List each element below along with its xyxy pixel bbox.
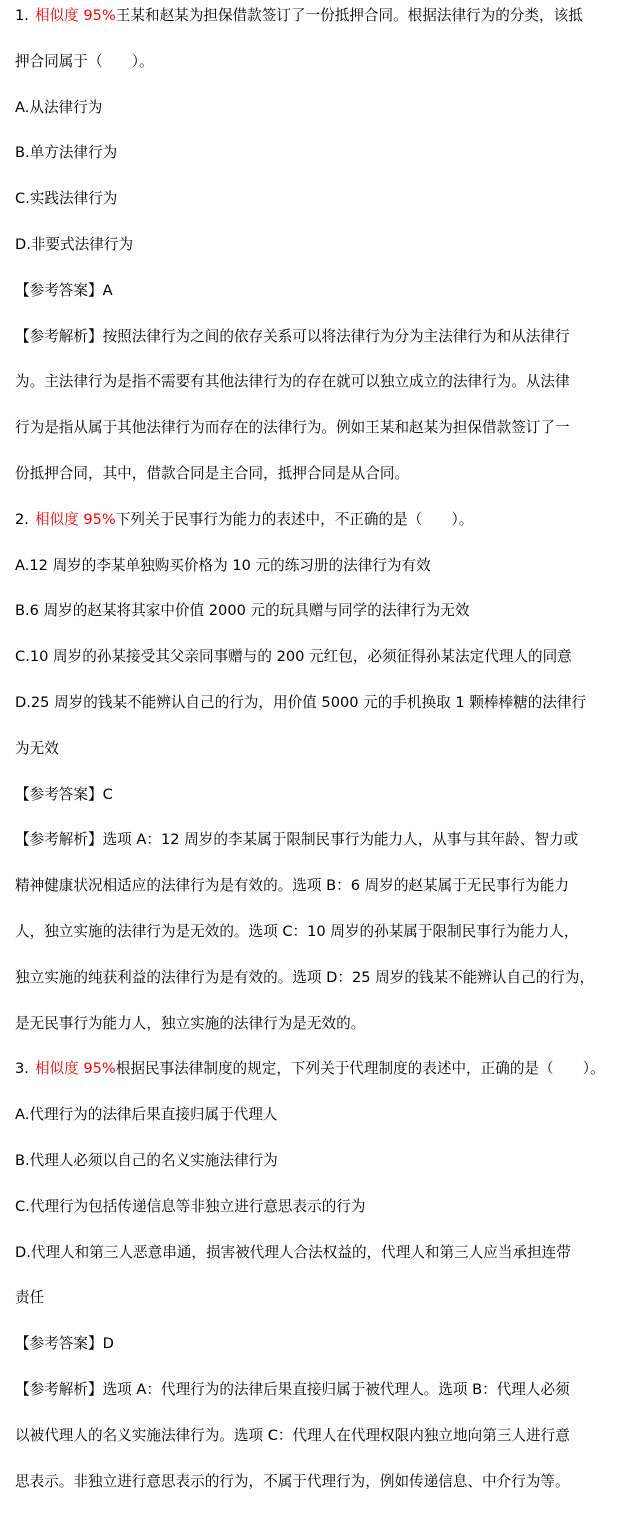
question-stem-line: 押合同属于（ ）。: [15, 49, 620, 95]
reference-answer: [15, 278, 620, 324]
question-stem: 王某和赵某为担保借款签订了一份抵押合同。根据法律行为的分类，该抵: [116, 7, 583, 24]
reference-answer: [15, 782, 620, 828]
question-number: 2.: [15, 511, 29, 528]
analysis-label: 【参考解析】: [15, 328, 103, 345]
option-a: A.12 周岁的李某单独购买价格为 10 元的练习册的法律行为有效: [15, 553, 620, 599]
option-a: A.代理行为的法律后果直接归属于代理人: [15, 1102, 620, 1148]
option-d: D.25 周岁的钱某不能辨认自己的行为，用价值 5000 元的手机换取 1 颗棒棒糖的法律行: [15, 690, 620, 736]
question-number: 3.: [15, 1060, 29, 1077]
analysis-line: 精神健康状况相适应的法律行为是有效的。选项 B：6 周岁的赵某属于无民事行为能力: [15, 873, 620, 919]
similarity-badge: 相似度 95%: [35, 511, 116, 528]
answer-label: 【参考答案】: [15, 1335, 103, 1352]
option-c: C.代理行为包括传递信息等非独立进行意思表示的行为: [15, 1194, 620, 1240]
question-stem-line: [15, 3, 620, 49]
answer-value: C: [103, 786, 113, 803]
answer-label: 【参考答案】: [15, 282, 103, 299]
question-stem-line: [15, 507, 620, 553]
analysis-line: [15, 324, 620, 370]
option-a: A.从法律行为: [15, 95, 620, 141]
analysis-text: 按照法律行为之间的依存关系可以将法律行为分为主法律行为和从法律行: [103, 328, 570, 345]
option-b: B.代理人必须以自己的名义实施法律行为: [15, 1148, 620, 1194]
question-number: 1.: [15, 7, 29, 24]
option-b: B.单方法律行为: [15, 140, 620, 186]
analysis-line: 为。主法律行为是指不需要有其他法律行为的存在就可以独立成立的法律行为。从法律: [15, 369, 620, 415]
analysis-line: 以被代理人的名义实施法律行为。选项 C：代理人在代理权限内独立地向第三人进行意: [15, 1423, 620, 1469]
answer-label: 【参考答案】: [15, 786, 103, 803]
analysis-label: 【参考解析】: [15, 831, 103, 848]
analysis-line: [15, 1377, 620, 1423]
analysis-line: 行为是指从属于其他法律行为而存在的法律行为。例如王某和赵某为担保借款签订了一: [15, 415, 620, 461]
analysis-text: 选项 A：12 周岁的李某属于限制民事行为能力人，从事与其年龄、智力或: [103, 831, 579, 848]
answer-value: A: [103, 282, 113, 299]
similarity-badge: 相似度 95%: [35, 7, 116, 24]
option-c: C.实践法律行为: [15, 186, 620, 232]
analysis-line: 份抵押合同，其中，借款合同是主合同，抵押合同是从合同。: [15, 461, 620, 507]
reference-answer: [15, 1331, 620, 1377]
option-c: C.10 周岁的孙某接受其父亲同事赠与的 200 元红包，必须征得孙某法定代理人的同意: [15, 644, 620, 690]
question-stem: 根据民事法律制度的规定，下列关于代理制度的表述中，正确的是（ ）。: [116, 1060, 605, 1077]
option-d: D.代理人和第三人恶意串通，损害被代理人合法权益的，代理人和第三人应当承担连带: [15, 1240, 620, 1286]
question-stem-line: [15, 1056, 620, 1102]
option-d-continued: 为无效: [15, 736, 620, 782]
question-stem: 下列关于民事行为能力的表述中，不正确的是（ ）。: [116, 511, 474, 528]
analysis-line: 独立实施的纯获利益的法律行为是有效的。选项 D：25 周岁的钱某不能辨认自己的行为，: [15, 965, 620, 1011]
analysis-text: 选项 A：代理行为的法律后果直接归属于被代理人。选项 B：代理人必须: [103, 1381, 570, 1398]
option-b: B.6 周岁的赵某将其家中价值 2000 元的玩具赠与同学的法律行为无效: [15, 598, 620, 644]
question-2: [15, 507, 620, 1057]
analysis-line: 是无民事行为能力人，独立实施的法律行为是无效的。: [15, 1011, 620, 1057]
question-3: [15, 1056, 620, 1514]
option-d-continued: 责任: [15, 1285, 620, 1331]
analysis-line: 思表示。非独立进行意思表示的行为，不属于代理行为，例如传递信息、中介行为等。: [15, 1469, 620, 1514]
analysis-line: [15, 827, 620, 873]
option-d: D.非要式法律行为: [15, 232, 620, 278]
analysis-label: 【参考解析】: [15, 1381, 103, 1398]
similarity-badge: 相似度 95%: [35, 1060, 116, 1077]
answer-value: D: [103, 1335, 114, 1352]
question-1: [15, 3, 620, 507]
analysis-line: 人，独立实施的法律行为是无效的。选项 C：10 周岁的孙某属于限制民事行为能力人，: [15, 919, 620, 965]
